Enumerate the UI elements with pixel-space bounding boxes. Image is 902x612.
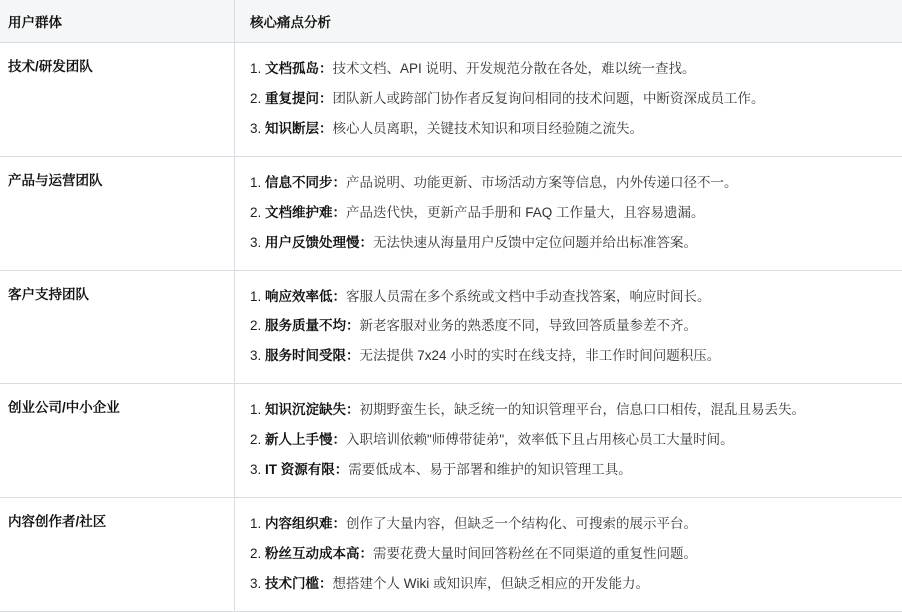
pain-point-description: 想搭建个人 Wiki 或知识库，但缺乏相应的开发能力。 <box>333 576 650 591</box>
pain-point-number: 2. <box>250 91 261 106</box>
pain-point-number: 3. <box>250 121 261 136</box>
table-header <box>0 0 902 43</box>
pain-point-item <box>250 544 902 565</box>
pain-point-description: 产品迭代快，更新产品手册和 FAQ 工作量大，且容易遗漏。 <box>346 205 705 220</box>
pain-point-number: 3. <box>250 462 261 477</box>
pain-point-description: 无法快速从海量用户反馈中定位问题并给出标准答案。 <box>373 235 697 250</box>
pain-point-number: 1. <box>250 289 261 304</box>
pain-point-number: 3. <box>250 235 261 250</box>
pain-point-item <box>250 346 902 367</box>
pain-point-description: 无法提供 7x24 小时的实时在线支持，非工作时间问题积压。 <box>360 348 721 363</box>
table-row <box>0 270 902 384</box>
pain-point-term: 技术门槛： <box>265 576 333 591</box>
pain-point-number: 1. <box>250 516 261 531</box>
pain-analysis-cell <box>235 43 902 157</box>
pain-analysis-cell <box>235 498 902 612</box>
pain-point-description: 客服人员需在多个系统或文档中手动查找答案，响应时间长。 <box>346 289 711 304</box>
pain-analysis-cell <box>235 156 902 270</box>
table-row <box>0 43 902 157</box>
user-group-cell: 内容创作者/社区 <box>0 498 235 612</box>
pain-point-description: 产品说明、功能更新、市场活动方案等信息，内外传递口径不一。 <box>346 175 738 190</box>
pain-point-item <box>250 287 902 308</box>
pain-point-item <box>250 316 902 337</box>
pain-point-term: 知识断层： <box>265 121 333 136</box>
pain-point-description: 技术文档、API 说明、开发规范分散在各处，难以统一查找。 <box>333 61 696 76</box>
pain-point-term: 信息不同步： <box>265 175 346 190</box>
pain-point-term: 内容组织难： <box>265 516 346 531</box>
pain-point-term: 服务质量不均： <box>265 318 360 333</box>
pain-point-number: 2. <box>250 318 261 333</box>
pain-point-description: 需要花费大量时间回答粉丝在不同渠道的重复性问题。 <box>373 546 697 561</box>
pain-analysis-cell <box>235 384 902 498</box>
pain-point-description: 创作了大量内容，但缺乏一个结构化、可搜索的展示平台。 <box>346 516 697 531</box>
user-group-cell: 客户支持团队 <box>0 270 235 384</box>
pain-point-number: 1. <box>250 402 261 417</box>
pain-point-description: 需要低成本、易于部署和维护的知识管理工具。 <box>348 462 632 477</box>
pain-point-number: 1. <box>250 175 261 190</box>
pain-point-term: 重复提问： <box>265 91 333 106</box>
pain-point-description: 初期野蛮生长，缺乏统一的知识管理平台，信息口口相传，混乱且易丢失。 <box>360 402 806 417</box>
pain-point-item <box>250 173 902 194</box>
table-row <box>0 384 902 498</box>
pain-point-number: 1. <box>250 61 261 76</box>
pain-point-term: 文档孤岛： <box>265 61 333 76</box>
pain-point-item <box>250 430 902 451</box>
pain-point-item <box>250 400 902 421</box>
table-body <box>0 43 902 612</box>
pain-point-item <box>250 203 902 224</box>
pain-point-description: 团队新人或跨部门协作者反复询问相同的技术问题，中断资深成员工作。 <box>333 91 765 106</box>
pain-point-description: 新老客服对业务的熟悉度不同，导致回答质量参差不齐。 <box>360 318 698 333</box>
pain-point-number: 2. <box>250 205 261 220</box>
user-group-cell: 产品与运营团队 <box>0 156 235 270</box>
table-row <box>0 156 902 270</box>
pain-point-item <box>250 460 902 481</box>
pain-point-term: 响应效率低： <box>265 289 346 304</box>
pain-point-term: 文档维护难： <box>265 205 346 220</box>
pain-point-description: 核心人员离职，关键技术知识和项目经验随之流失。 <box>333 121 644 136</box>
column-header-user-group: 用户群体 <box>0 0 235 43</box>
pain-point-term: 知识沉淀缺失： <box>265 402 360 417</box>
pain-analysis-cell <box>235 270 902 384</box>
pain-point-description: 入职培训依赖"师傅带徒弟"，效率低下且占用核心员工大量时间。 <box>346 432 734 447</box>
pain-point-term: 新人上手慢： <box>265 432 346 447</box>
pain-point-term: 粉丝互动成本高： <box>265 546 373 561</box>
pain-point-item <box>250 119 902 140</box>
pain-point-item <box>250 233 902 254</box>
pain-point-number: 3. <box>250 576 261 591</box>
column-header-pain-analysis: 核心痛点分析 <box>235 0 902 43</box>
table-header-row <box>0 0 902 43</box>
pain-point-number: 2. <box>250 432 261 447</box>
pain-point-number: 3. <box>250 348 261 363</box>
pain-point-term: 用户反馈处理慢： <box>265 235 373 250</box>
table-row <box>0 498 902 612</box>
pain-point-item <box>250 59 902 80</box>
pain-point-item <box>250 514 902 535</box>
user-group-cell: 技术/研发团队 <box>0 43 235 157</box>
pain-point-item <box>250 574 902 595</box>
pain-point-term: 服务时间受限： <box>265 348 360 363</box>
pain-point-number: 2. <box>250 546 261 561</box>
user-group-cell: 创业公司/中小企业 <box>0 384 235 498</box>
pain-point-item <box>250 89 902 110</box>
pain-point-term: IT 资源有限： <box>265 462 348 477</box>
